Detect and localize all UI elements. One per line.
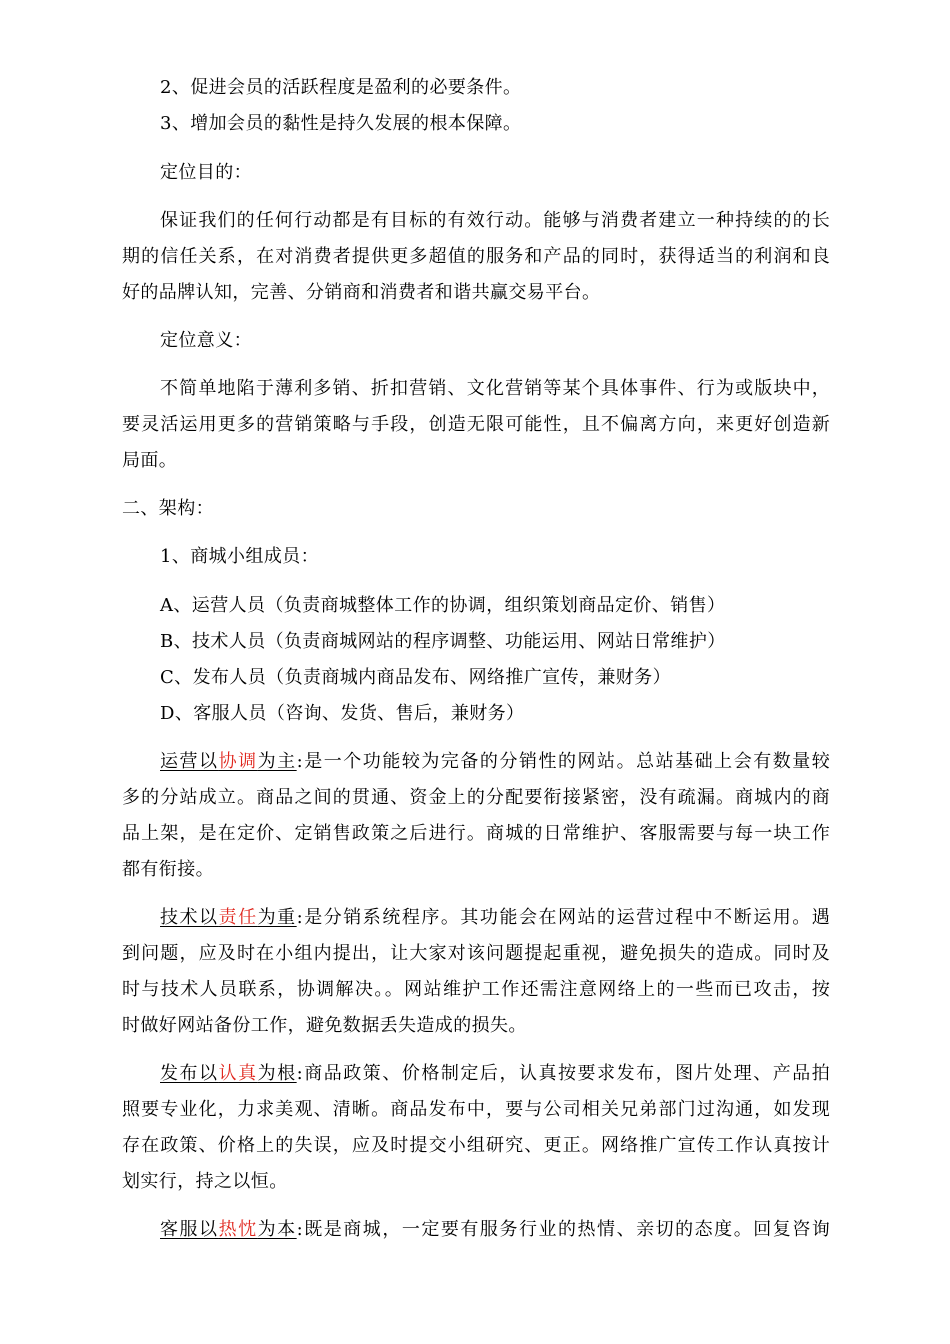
positioning-purpose-heading: 定位目的：: [160, 162, 252, 183]
member-item-d: D、客服人员（咨询、发货、售后，兼财务）: [160, 703, 525, 724]
role-operations-keyword: 协调: [218, 751, 258, 772]
role-publishing-keyword: 认真: [218, 1063, 258, 1084]
role-publishing-line-4: 划实行，持之以恒。: [122, 1171, 288, 1192]
role-technical-line-4: 时做好网站备份工作，避免数据丢失造成的损失。: [122, 1015, 527, 1036]
member-item-c: C、发布人员（负责商城内商品发布、网络推广宣传，兼财务）: [160, 667, 671, 688]
positioning-meaning-line-2: 要灵活运用更多的营销策略与手段，创造无限可能性，且不偏离方向，来更好创造新: [122, 414, 830, 435]
role-publishing-line-2: 照要专业化，力求美观、清晰。商品发布中，要与公司相关兄弟部门过沟通，如发现: [122, 1099, 830, 1120]
positioning-purpose-line-1: 保证我们的任何行动都是有目标的有效行动。能够与消费者建立一种持续的的长: [160, 210, 830, 231]
member-item-b: B、技术人员（负责商城网站的程序调整、功能运用、网站日常维护）: [160, 631, 726, 652]
role-operations-title: 运营以协调为主: [160, 751, 297, 772]
role-service-keyword: 热忱: [218, 1219, 258, 1240]
role-technical-keyword: 责任: [218, 907, 258, 928]
role-operations-line-2: 多的分站成立。商品之间的贯通、资金上的分配要衔接紧密，没有疏漏。商城内的商: [122, 787, 830, 808]
positioning-purpose-line-2: 期的信任关系，在对消费者提供更多超值的服务和产品的同时，获得适当的利润和良: [122, 246, 830, 267]
goal-item-3: 3、增加会员的黏性是持久发展的根本保障。: [160, 113, 522, 134]
role-operations-first-line: 运营以协调为主:是一个功能较为完备的分销性的网站。总站基础上会有数量较: [160, 751, 830, 772]
role-operations-line-4: 都有衔接。: [122, 859, 214, 880]
goal-item-2: 2、促进会员的活跃程度是盈利的必要条件。: [160, 77, 522, 98]
positioning-purpose-line-3: 好的品牌认知，完善、分销商和消费者和谐共赢交易平台。: [122, 282, 601, 303]
role-publishing-first-line: 发布以认真为根:商品政策、价格制定后，认真按要求发布，图片处理、产品拍: [160, 1063, 830, 1084]
positioning-meaning-heading: 定位意义：: [160, 330, 252, 351]
role-technical-first-line: 技术以责任为重:是分销系统程序。其功能会在网站的运营过程中不断运用。遇: [160, 907, 830, 928]
role-technical-line-2: 到问题，应及时在小组内提出，让大家对该问题提起重视，避免损失的造成。同时及: [122, 943, 830, 964]
structure-subheading: 1、商城小组成员：: [160, 546, 320, 567]
role-operations-line-3: 品上架，是在定价、定销售政策之后进行。商城的日常维护、客服需要与每一块工作: [122, 823, 830, 844]
role-service-first-line: 客服以热忱为本:既是商城，一定要有服务行业的热情、亲切的态度。回复咨询: [160, 1219, 830, 1240]
role-publishing-title: 发布以认真为根: [160, 1063, 297, 1084]
member-item-a: A、运营人员（负责商城整体工作的协调，组织策划商品定价、销售）: [160, 595, 726, 616]
role-technical-title: 技术以责任为重: [160, 907, 297, 928]
positioning-meaning-line-3: 局面。: [122, 450, 178, 471]
role-technical-line-3: 时与技术人员联系，协调解决。。网站维护工作还需注意网络上的一些而已攻击，按: [122, 979, 830, 1000]
positioning-meaning-line-1: 不简单地陷于薄利多销、折扣营销、文化营销等某个具体事件、行为或版块中，: [160, 378, 830, 399]
role-service-title: 客服以热忱为本: [160, 1219, 297, 1240]
role-publishing-line-3: 存在政策、价格上的失误，应及时提交小组研究、更正。网络推广宣传工作认真按计: [122, 1135, 830, 1156]
structure-heading: 二、架构：: [122, 498, 214, 519]
